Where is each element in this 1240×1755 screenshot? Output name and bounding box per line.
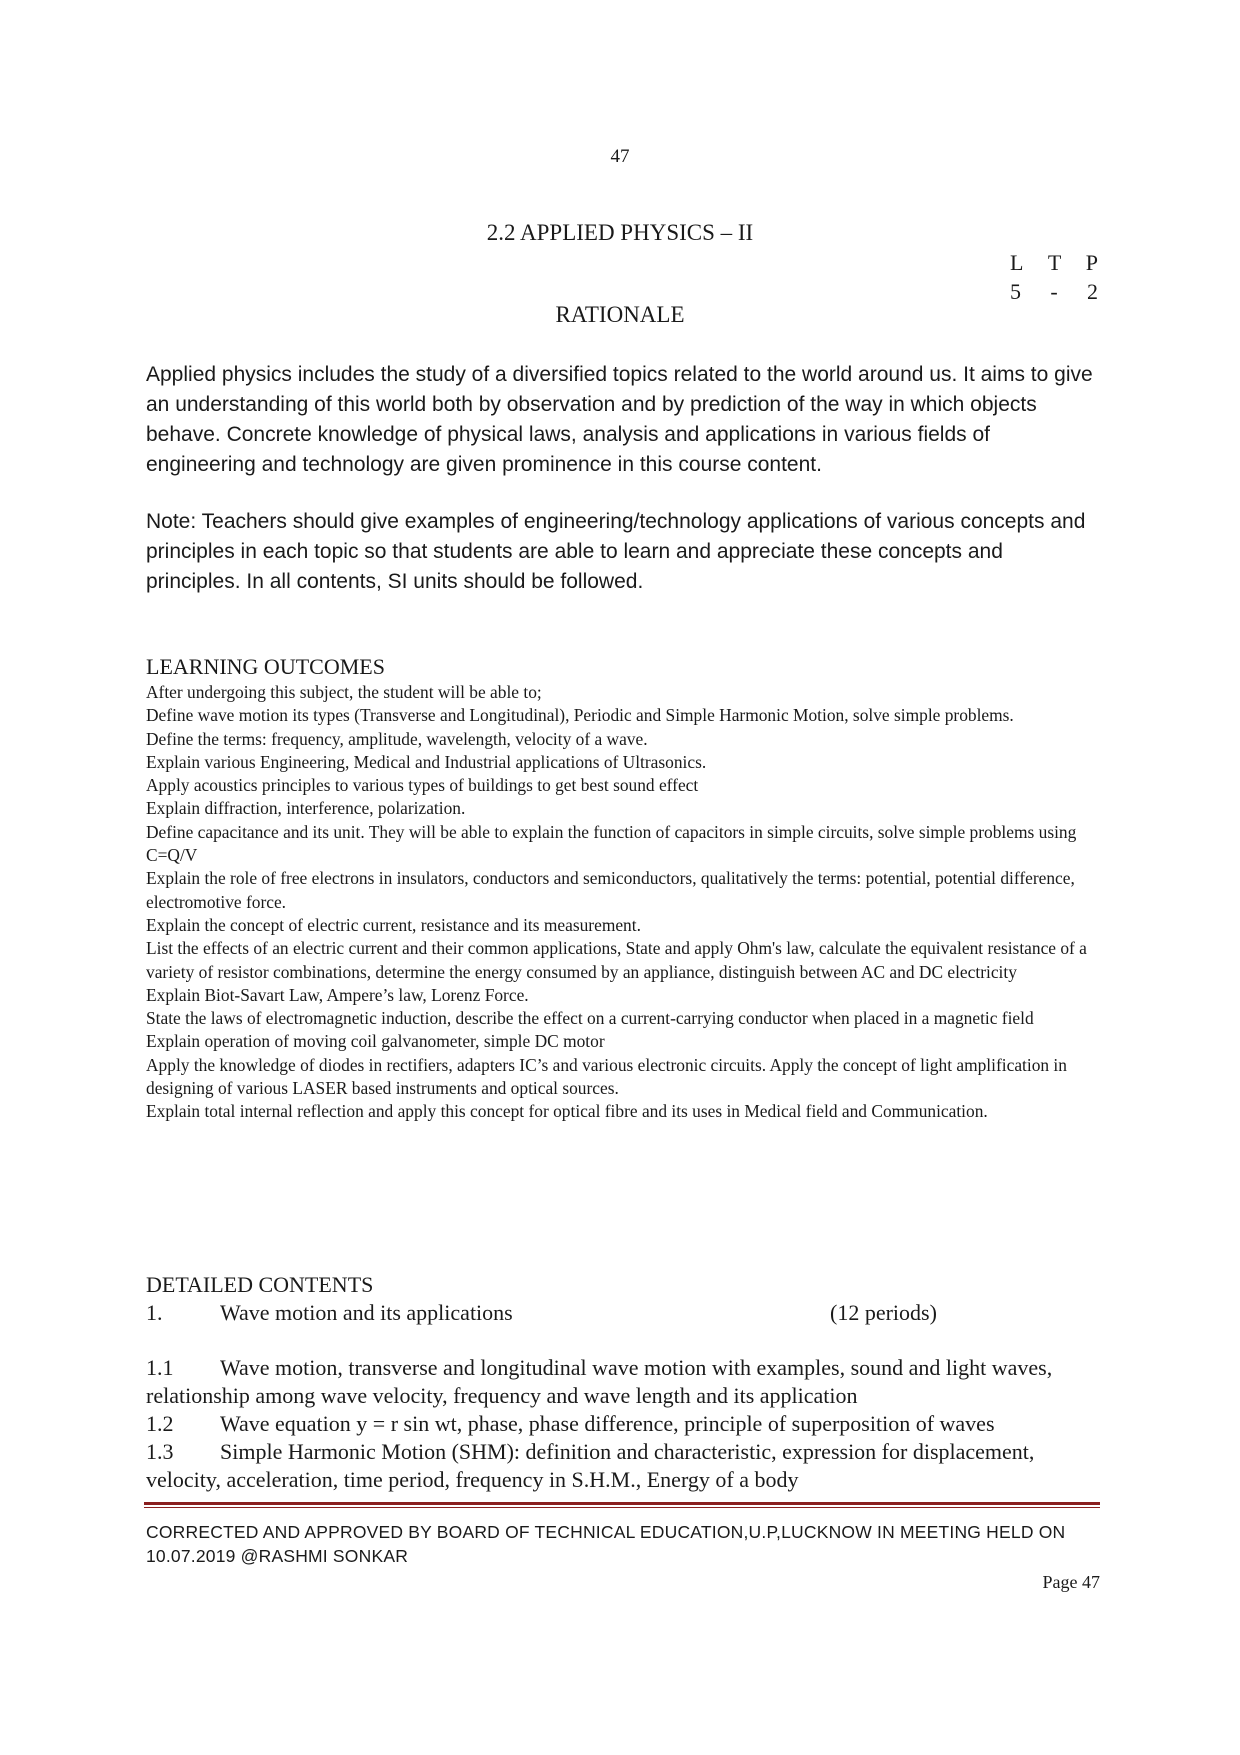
footer-approval-line1: CORRECTED AND APPROVED BY BOARD OF TECHNICAL EDUCATION,U.P,LUCKNOW IN MEETING HELD ON [146,1522,1066,1542]
ltp-value-l: 5 [1010,279,1021,304]
topic-text: Wave motion, transverse and longitudinal wave motion with examples, sound and light waves, relationship among wave velocity, frequency and wave length and its application [146,1355,1053,1408]
outcome-item: Explain total internal reflection and apply this concept for optical fibre and its uses in Medical field and Communication. [146,1101,988,1122]
detailed-contents-heading: DETAILED CONTENTS [146,1272,374,1297]
topic-number: 1.2 [146,1411,174,1436]
rationale-paragraph: Applied physics includes the study of a diversified topics related to the world around us. It aims to give an understanding of this world both by observation and by prediction of the way in which objects behave. Concrete knowledge of physical laws, analysis and applications in various fields of engineering and technology are given prominence in this course content. [146,363,1093,476]
outcome-item: Define the terms: frequency, amplitude, wavelength, velocity of a wave. [146,728,648,749]
learning-outcomes-list [146,681,1100,1124]
outcome-item: Explain various Engineering, Medical and Industrial applications of Ultrasonics. [146,751,707,772]
learning-outcomes-heading: LEARNING OUTCOMES [146,654,385,679]
unit-number: 1. [146,1300,163,1325]
outcome-item: After undergoing this subject, the student will be able to; [146,682,542,702]
rationale-note: Note: Teachers should give examples of engineering/technology applications of various concepts and principles in each topic so that students are able to learn and appreciate these concepts and principles. In all contents, SI units should be followed. [146,510,1086,593]
topic-number: 1.3 [146,1439,174,1464]
outcome-item: Define capacitance and its unit. They will be able to explain the function of capacitors in simple circuits, solve simple problems using C=Q/V [146,821,1077,866]
outcome-item: Explain the concept of electric current, resistance and its measurement. [146,914,641,935]
ltp-table [1010,248,1098,306]
ltp-value-p: 2 [1086,279,1098,304]
subject-title: 2.2 APPLIED PHYSICS – II [486,220,754,245]
outcome-item: Apply acoustics principles to various types of buildings to get best sound effect [146,775,699,796]
outcome-item: Explain the role of free electrons in insulators, conductors and semiconductors, qualitatively the terms: potential, potential difference, electromotive force. [146,868,1075,912]
outcome-item: Define wave motion its types (Transverse and Longitudinal), Periodic and Simple Harmonic Motion, solve simple problems. [146,705,1014,726]
footer-approval-line2: 10.07.2019 @RASHMI SONKAR [146,1546,409,1566]
outcome-item: List the effects of an electric current and their common applications, State and apply Ohm's law, calculate the equivalent resistance of a variety of resistor combinations, determine the energy consumed by an appliance, distinguish between AC and DC electricity [146,938,1087,982]
outcome-item: Explain operation of moving coil galvanometer, simple DC motor [146,1031,605,1052]
unit-periods: (12 periods) [830,1300,937,1325]
ltp-labels-row [1010,248,1098,277]
footer-approval-note [146,1520,1106,1568]
page-number-top: 47 [610,146,630,167]
rationale-heading: RATIONALE [555,302,685,327]
unit-title: Wave motion and its applications [220,1300,513,1325]
outcome-item: Explain diffraction, interference, polarization. [146,798,466,819]
topic-item [146,1438,1100,1494]
topic-item [146,1354,1100,1410]
footer-rule-thick [144,1502,1100,1505]
outcome-item: Explain Biot-Savart Law, Ampere’s law, Lorenz Force. [146,984,529,1005]
ltp-label-p: P [1085,250,1098,275]
ltp-label-t: T [1047,250,1062,275]
topic-item [146,1410,1100,1438]
topic-number: 1.1 [146,1355,174,1380]
outcome-item: Apply the knowledge of diodes in rectifiers, adapters IC’s and various electronic circuits. Apply the concept of light amplification in designing of various LASER based instruments and optical sources. [146,1054,1067,1099]
topics-list [146,1354,1100,1494]
ltp-value-t: - [1050,279,1058,304]
topic-text: Wave equation y = r sin wt, phase, phase difference, principle of superposition of waves [220,1411,995,1436]
page-footer-number: Page 47 [1042,1572,1100,1592]
topic-text: Simple Harmonic Motion (SHM): definition and characteristic, expression for displacement, velocity, acceleration, time period, frequency in S.H.M., Energy of a body [146,1439,1035,1492]
ltp-label-l: L [1010,250,1024,275]
outcome-item: State the laws of electromagnetic induction, describe the effect on a current-carrying conductor when placed in a magnetic field [146,1008,1034,1029]
footer-rule-thin [144,1507,1100,1508]
